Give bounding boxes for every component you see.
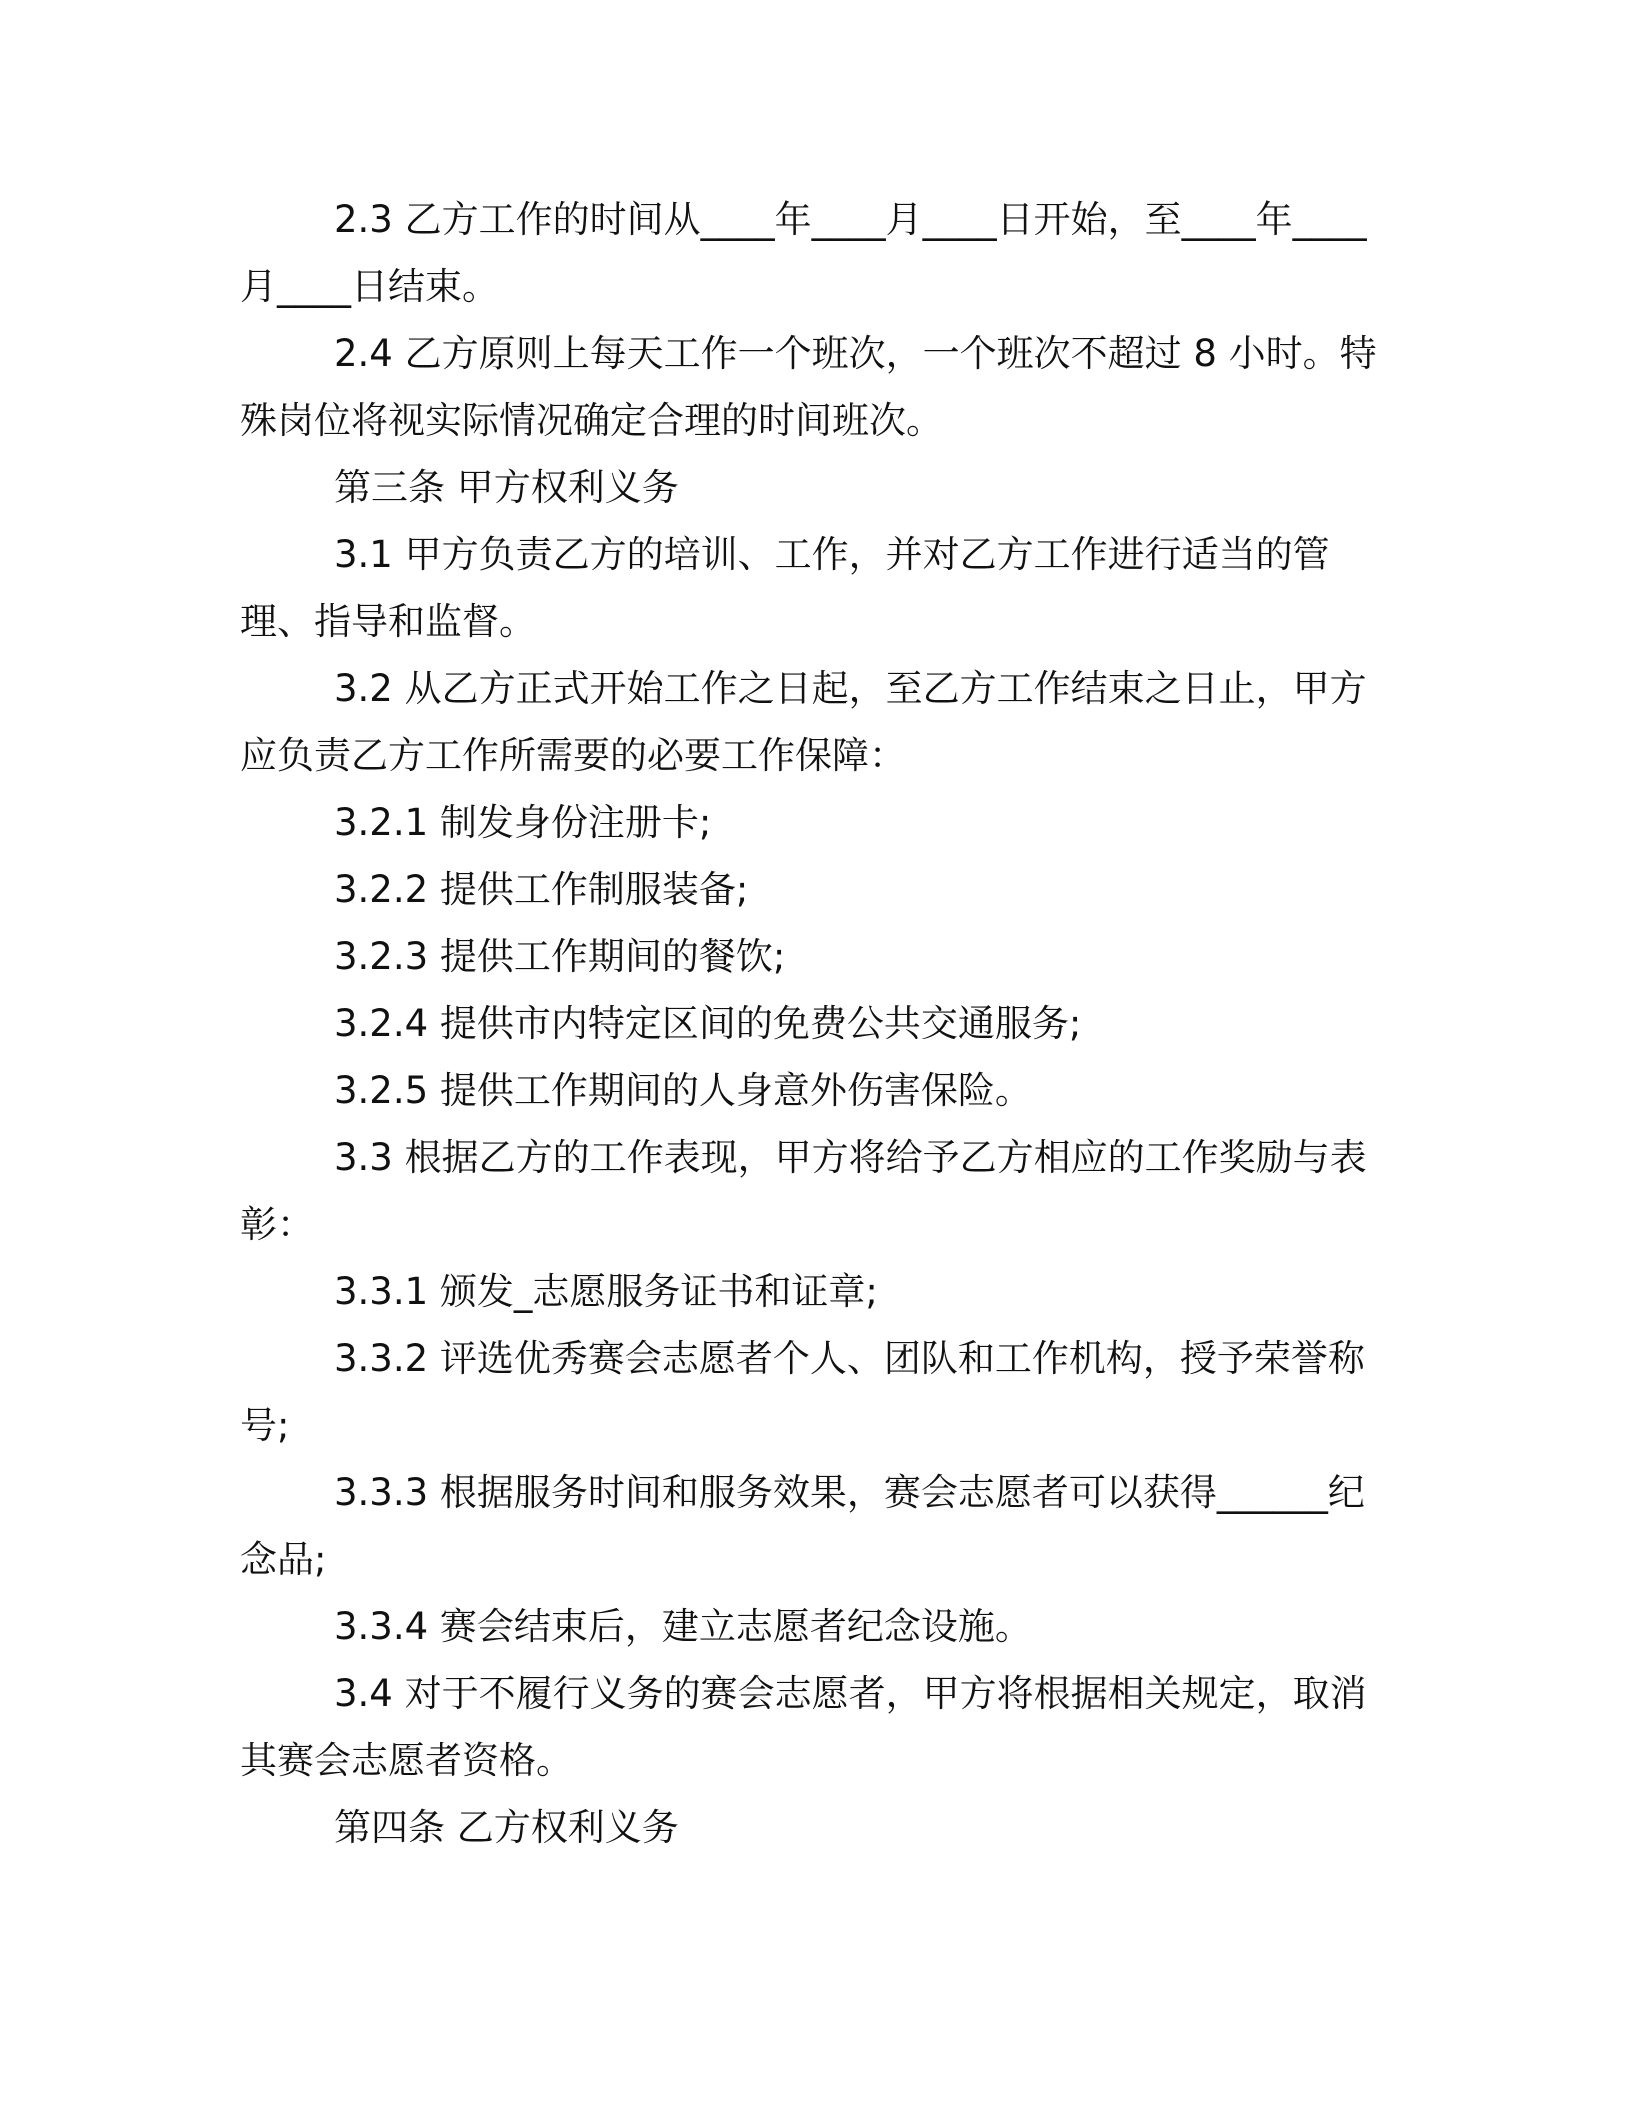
clause-3-2-5: 3.2.5 提供工作期间的人身意外伤害保险。 [334,1069,1032,1112]
clause-3-3-2: 3.3.2 评选优秀赛会志愿者个人、团队和工作机构，授予荣誉称号; [240,1337,1365,1447]
clause-3-2-3: 3.2.3 提供工作期间的餐饮; [334,935,786,978]
clause-2-3: 2.3 乙方工作的时间从____年____月____日开始，至____年____月____日结束。 [240,198,1367,308]
clause-3-3-4: 3.3.4 赛会结束后，建立志愿者纪念设施。 [334,1605,1032,1648]
clause-3-2-4: 3.2.4 提供市内特定区间的免费公共交通服务; [334,1002,1082,1045]
article-3-heading: 第三条 甲方权利义务 [334,466,679,509]
clause-3-3-3: 3.3.3 根据服务时间和服务效果，赛会志愿者可以获得______纪念品; [240,1471,1365,1581]
document-body [240,186,1380,1861]
clause-3-1: 3.1 甲方负责乙方的培训、工作，并对乙方工作进行适当的管理、指导和监督。 [240,533,1330,643]
clause-3-4: 3.4 对于不履行义务的赛会志愿者，甲方将根据相关规定，取消其赛会志愿者资格。 [240,1672,1367,1782]
clause-3-3-1: 3.3.1 颁发_志愿服务证书和证章; [334,1270,878,1313]
clause-3-2: 3.2 从乙方正式开始工作之日起，至乙方工作结束之日止，甲方应负责乙方工作所需要的必要工作保障： [240,667,1367,777]
clause-3-2-1: 3.2.1 制发身份注册卡; [334,801,712,844]
clause-3-3: 3.3 根据乙方的工作表现，甲方将给予乙方相应的工作奖励与表彰： [240,1136,1367,1246]
clause-2-4: 2.4 乙方原则上每天工作一个班次，一个班次不超过 8 小时。特殊岗位将视实际情况确定合理的时间班次。 [240,332,1377,442]
clause-3-2-2: 3.2.2 提供工作制服装备; [334,868,749,911]
article-4-heading: 第四条 乙方权利义务 [334,1806,679,1849]
